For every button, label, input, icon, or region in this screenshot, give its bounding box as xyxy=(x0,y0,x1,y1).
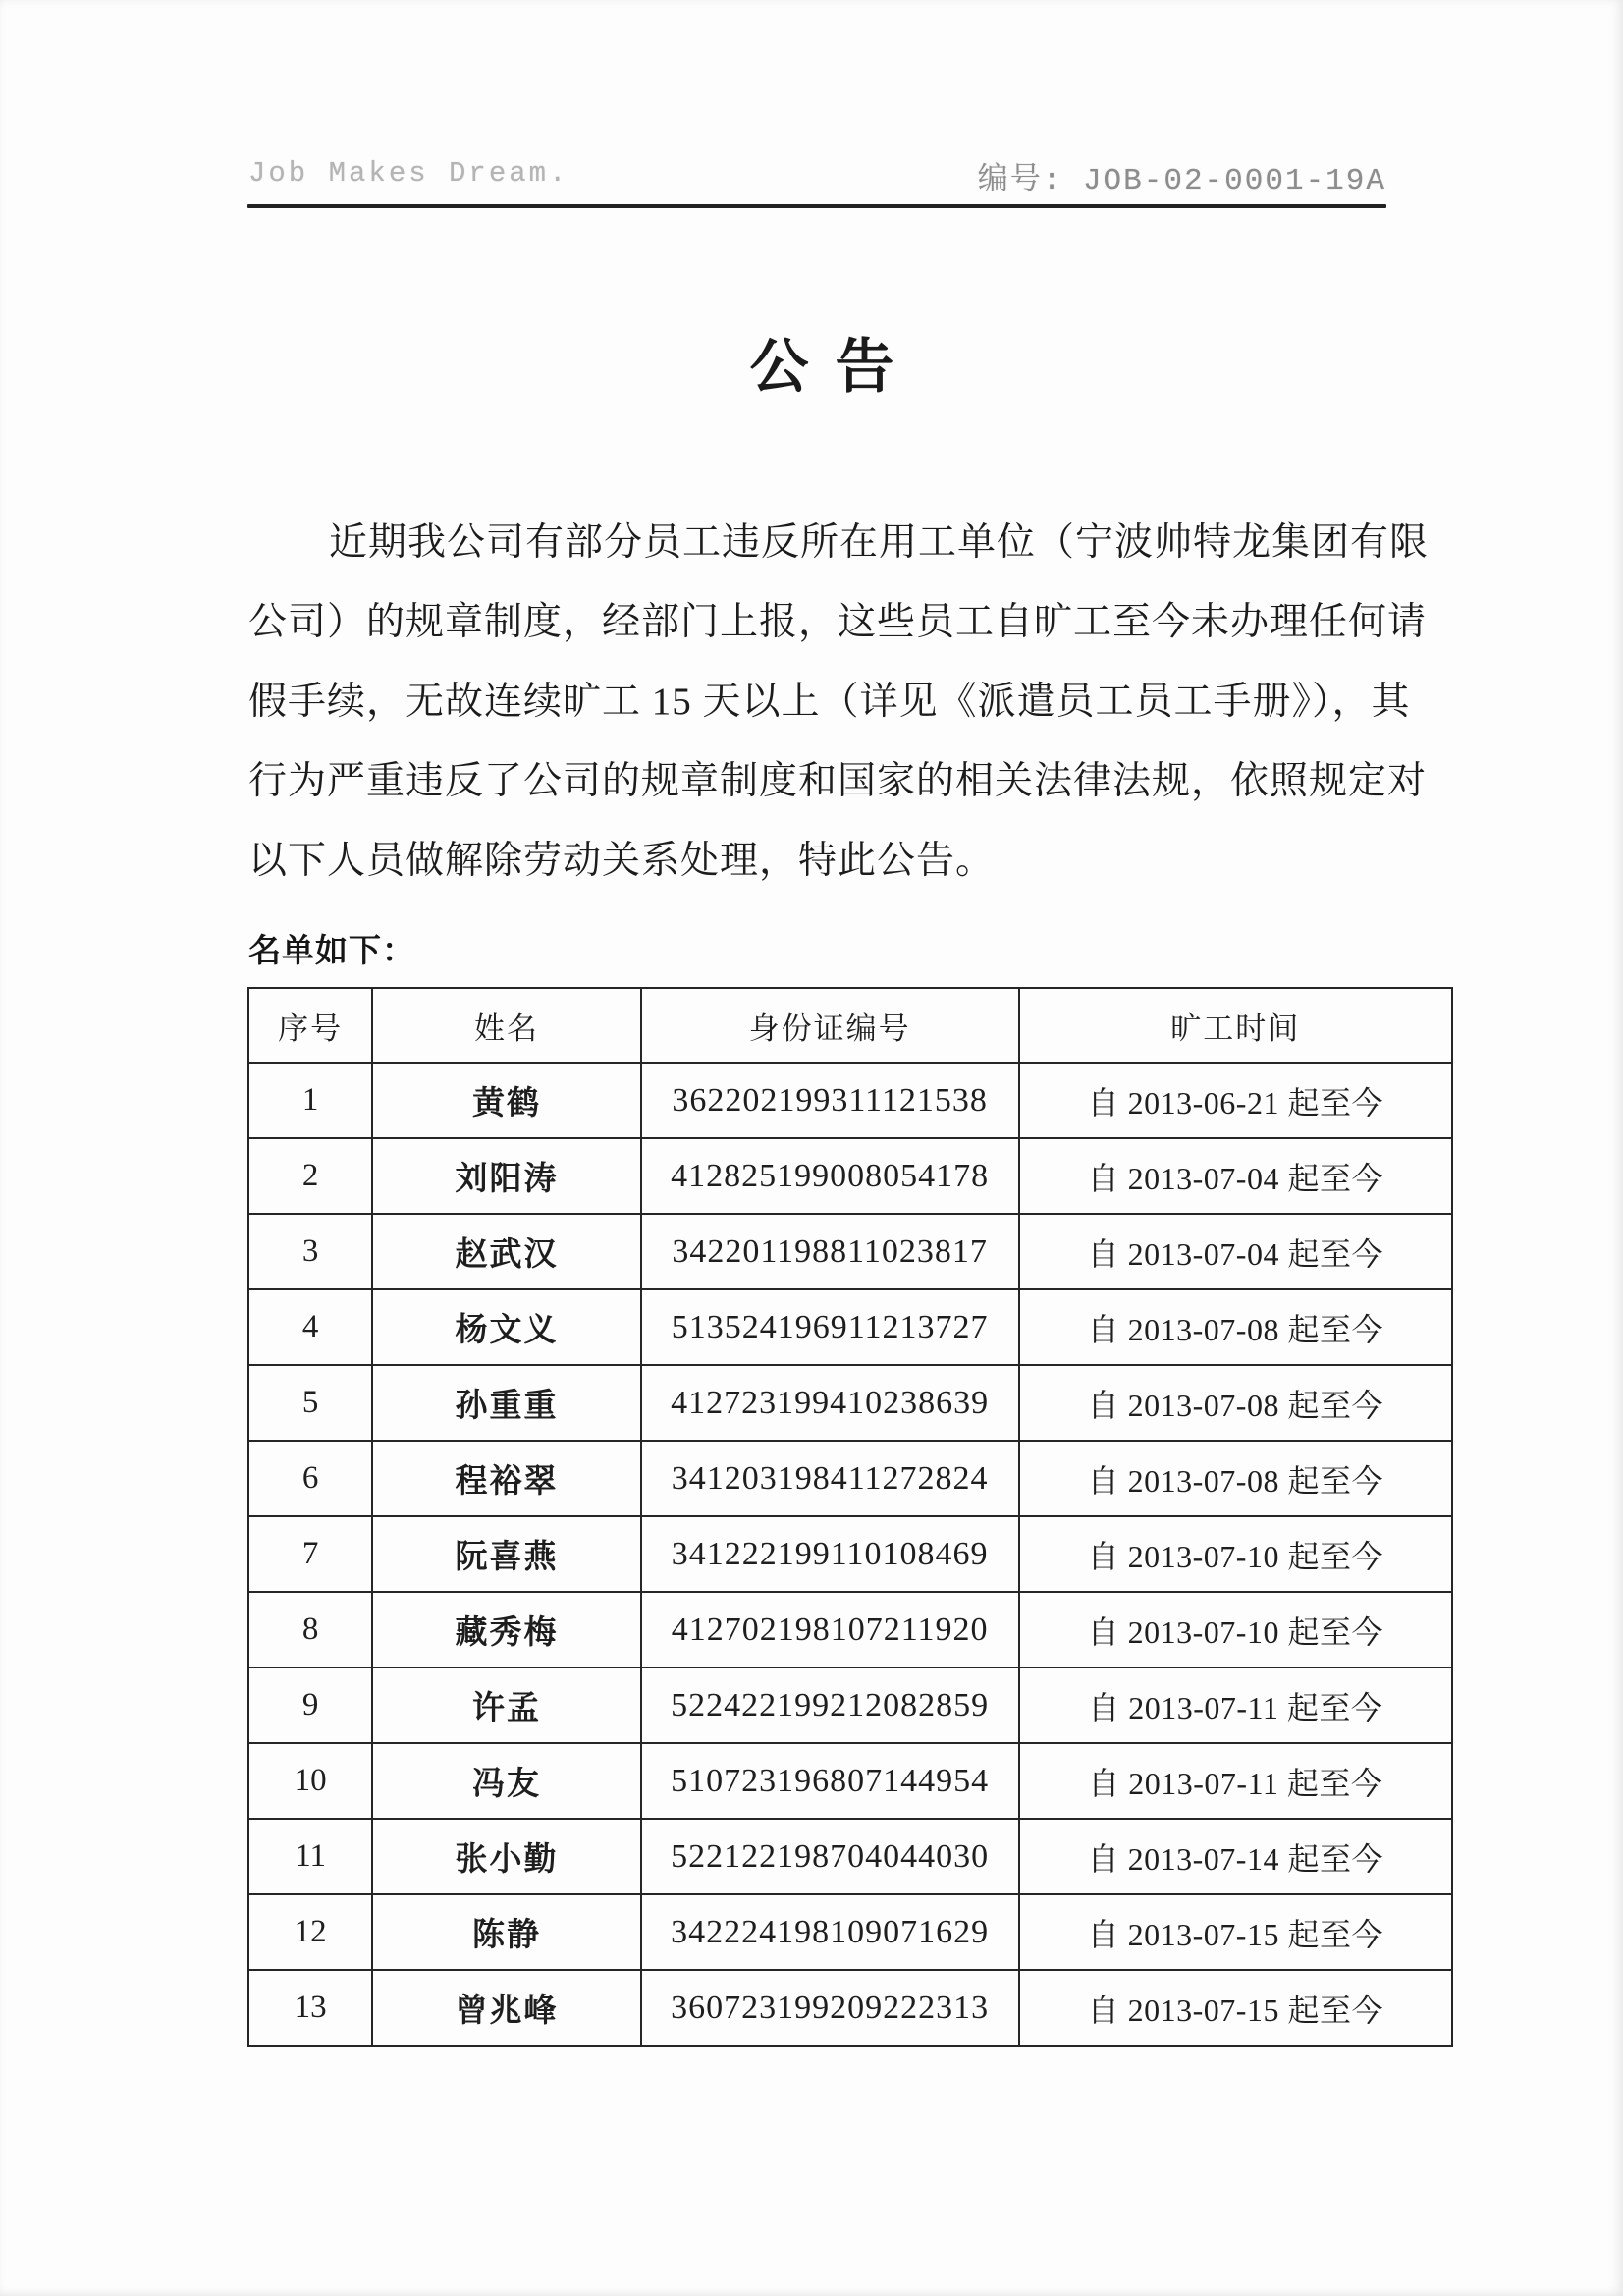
employee-name: 赵武汉 xyxy=(372,1214,640,1289)
row-index: 2 xyxy=(248,1138,372,1214)
id-number: 342224198109071629 xyxy=(641,1894,1019,1970)
body-line: 公司）的规章制度，经部门上报，这些员工自旷工至今未办理任何请 xyxy=(248,601,1428,643)
body-line: 行为严重违反了公司的规章制度和国家的相关法律法规，依照规定对 xyxy=(248,760,1428,802)
row-index: 12 xyxy=(248,1894,372,1970)
employee-name: 杨文义 xyxy=(372,1289,640,1365)
table-row xyxy=(248,1289,1452,1365)
id-number: 342201198811023817 xyxy=(641,1214,1019,1289)
table-row xyxy=(248,1894,1452,1970)
table-header-row xyxy=(248,988,1452,1063)
row-index: 3 xyxy=(248,1214,372,1289)
absence-period: 自 2013-07-10 起至今 xyxy=(1019,1516,1452,1592)
table-row xyxy=(248,1743,1452,1819)
company-slogan: Job Makes Dream. xyxy=(248,157,569,190)
id-number: 522422199212082859 xyxy=(641,1667,1019,1743)
id-number: 341222199110108469 xyxy=(641,1516,1019,1592)
id-number: 341203198411272824 xyxy=(641,1441,1019,1516)
row-index: 7 xyxy=(248,1516,372,1592)
id-number: 522122198704044030 xyxy=(641,1819,1019,1894)
row-index: 10 xyxy=(248,1743,372,1819)
table-row xyxy=(248,1516,1452,1592)
absence-period: 自 2013-07-15 起至今 xyxy=(1019,1894,1452,1970)
id-number: 362202199311121538 xyxy=(641,1063,1019,1138)
body-line: 近期我公司有部分员工违反所在用工单位（宁波帅特龙集团有限 xyxy=(329,521,1430,564)
column-header-id: 身份证编号 xyxy=(641,988,1019,1063)
absence-period: 自 2013-07-15 起至今 xyxy=(1019,1970,1452,2046)
employee-name: 冯友 xyxy=(372,1743,640,1819)
absence-period: 自 2013-07-08 起至今 xyxy=(1019,1289,1452,1365)
row-index: 1 xyxy=(248,1063,372,1138)
absence-period: 自 2013-07-14 起至今 xyxy=(1019,1819,1452,1894)
body-line: 假手续，无故连续旷工 15 天以上（详见《派遣员工员工手册》），其 xyxy=(248,681,1411,723)
employee-name: 曾兆峰 xyxy=(372,1970,640,2046)
document-number: 编号: JOB-02-0001-19A xyxy=(977,164,1386,198)
absence-period: 自 2013-07-04 起至今 xyxy=(1019,1214,1452,1289)
absence-period: 自 2013-07-08 起至今 xyxy=(1019,1441,1452,1516)
body-line: 以下人员做解除劳动关系处理，特此公告。 xyxy=(248,840,996,882)
id-number: 412723199410238639 xyxy=(641,1365,1019,1441)
employee-name: 陈静 xyxy=(372,1894,640,1970)
column-header-absence: 旷工时间 xyxy=(1019,988,1452,1063)
row-index: 6 xyxy=(248,1441,372,1516)
absence-period: 自 2013-07-10 起至今 xyxy=(1019,1592,1452,1667)
row-index: 5 xyxy=(248,1365,372,1441)
table-row xyxy=(248,1214,1452,1289)
row-index: 8 xyxy=(248,1592,372,1667)
announcement-body xyxy=(248,503,1441,901)
id-number: 510723196807144954 xyxy=(641,1743,1019,1819)
absence-period: 自 2013-06-21 起至今 xyxy=(1019,1063,1452,1138)
table-row xyxy=(248,1138,1452,1214)
table-row xyxy=(248,1970,1452,2046)
absence-period: 自 2013-07-11 起至今 xyxy=(1019,1667,1452,1743)
id-number: 412702198107211920 xyxy=(641,1592,1019,1667)
table-row xyxy=(248,1063,1452,1138)
row-index: 11 xyxy=(248,1819,372,1894)
row-index: 13 xyxy=(248,1970,372,2046)
absence-period: 自 2013-07-08 起至今 xyxy=(1019,1365,1452,1441)
id-number: 412825199008054178 xyxy=(641,1138,1019,1214)
row-index: 4 xyxy=(248,1289,372,1365)
employee-name: 阮喜燕 xyxy=(372,1516,640,1592)
table-row xyxy=(248,1365,1452,1441)
employee-name: 张小勤 xyxy=(372,1819,640,1894)
employee-name: 黄鹤 xyxy=(372,1063,640,1138)
employee-name: 许孟 xyxy=(372,1667,640,1743)
table-row xyxy=(248,1667,1452,1743)
id-number: 513524196911213727 xyxy=(641,1289,1019,1365)
column-header-index: 序号 xyxy=(248,988,372,1063)
list-label: 名单如下： xyxy=(248,934,415,969)
employee-name: 程裕翠 xyxy=(372,1441,640,1516)
table-row xyxy=(248,1819,1452,1894)
table-row xyxy=(248,1592,1452,1667)
absence-period: 自 2013-07-11 起至今 xyxy=(1019,1743,1452,1819)
absence-period: 自 2013-07-04 起至今 xyxy=(1019,1138,1452,1214)
id-number: 360723199209222313 xyxy=(641,1970,1019,2046)
page-title: 公 告 xyxy=(749,335,900,400)
row-index: 9 xyxy=(248,1667,372,1743)
employee-name: 刘阳涛 xyxy=(372,1138,640,1214)
header-rule xyxy=(247,204,1386,208)
employee-name: 孙重重 xyxy=(372,1365,640,1441)
employee-name: 藏秀梅 xyxy=(372,1592,640,1667)
dismissal-roster-table xyxy=(247,987,1453,2047)
column-header-name: 姓名 xyxy=(372,988,640,1063)
table-row xyxy=(248,1441,1452,1516)
